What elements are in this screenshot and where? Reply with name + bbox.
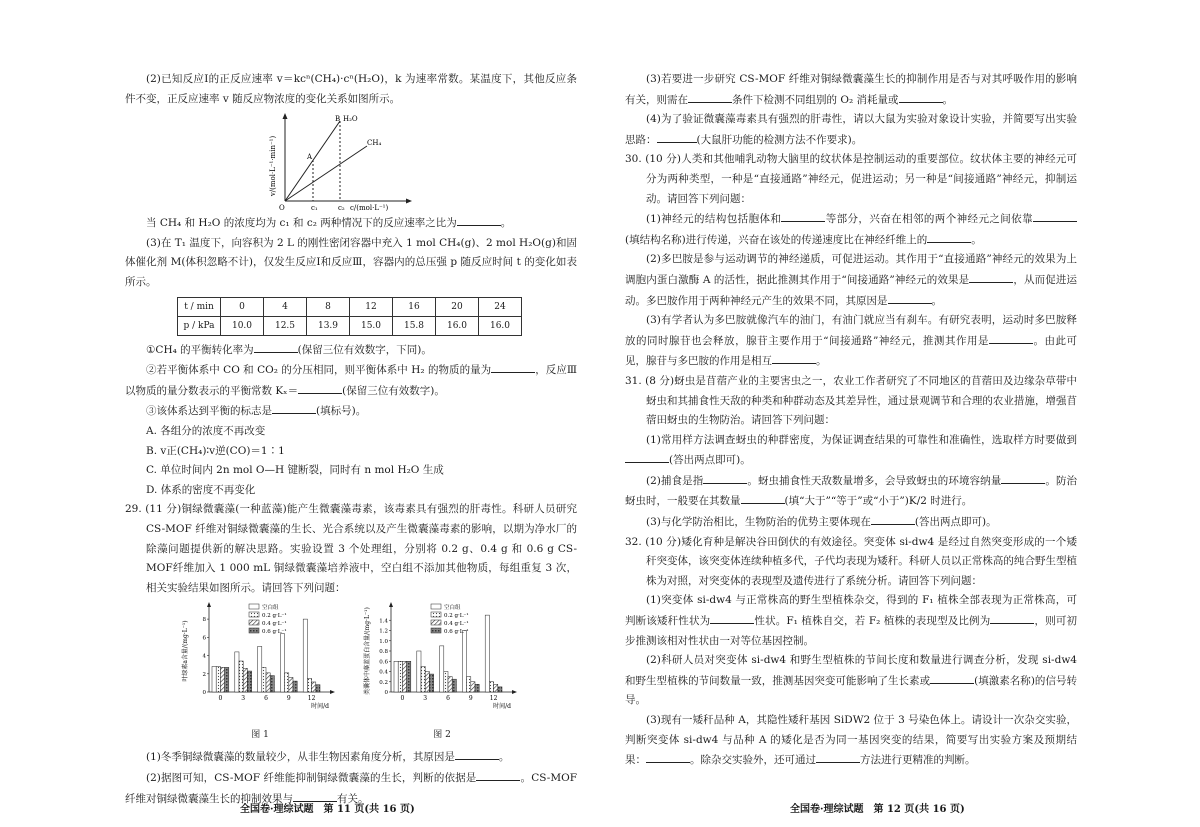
x-tick-label: 9	[468, 695, 473, 703]
answer-blank[interactable]	[969, 270, 1013, 283]
bar	[425, 672, 429, 693]
q29-sub3: (3)若要进一步研究 CS-MOF 纤维对铜绿微囊藻生长的抑制作用是否与对其呼吸作用的影响有关，则需在	[625, 73, 1077, 106]
table-cell: 15.8	[393, 316, 436, 335]
answer-blank[interactable]	[899, 90, 943, 103]
table-cell: 16.0	[479, 316, 522, 335]
table-cell: 13.9	[307, 316, 350, 335]
pressure-table	[177, 297, 522, 336]
footer-page-11: 全国卷·理综试题 第 11 页(共 16 页)	[240, 804, 415, 815]
y-axis-arrow	[389, 602, 393, 607]
svg-text:v/(mol·L⁻¹·min⁻¹): v/(mol·L⁻¹·min⁻¹)	[269, 136, 277, 197]
bar	[243, 669, 247, 693]
bar	[407, 662, 411, 693]
bar	[444, 672, 448, 693]
figure-row	[125, 600, 577, 745]
svg-text:O: O	[279, 204, 285, 212]
legend-label: 空白组	[444, 605, 461, 612]
y-tick-label: 0.2	[379, 680, 388, 687]
table-cell: 24	[479, 297, 522, 316]
q29-sub1: (1)冬季铜绿微囊藻的数量较少，从非生物因素角度分析，其原因是	[146, 751, 455, 764]
q30-sub3: (3)有学者认为多巴胺就像汽车的油门，有油门就应当有刹车。有研究表明，运动时多巴胺释放的同时腺苷也会释放，腺苷主要作用于“间接通路”神经元，推测其作用是	[625, 314, 1077, 347]
answer-blank[interactable]	[816, 750, 860, 763]
table-cell: 12.5	[264, 316, 307, 335]
y-axis-label: 类囊体中藻蓝蛋白含量/(mg·L⁻¹)	[364, 607, 371, 696]
bar	[239, 661, 243, 692]
legend-swatch	[249, 612, 259, 617]
svg-text:c₂: c₂	[338, 204, 345, 212]
question-29: 29. (11 分)铜绿微囊藻(一种蓝藻)能产生微囊藻毒素，该毒素具有强烈的肝毒性。科研人员研究 CS-MOF 纤维对铜绿微囊藻的生长、光合系统以及产生微囊藻毒素的影响，以期为净水厂的除藻问题提供新的解决思路。实验设置 3 个处理组，分别将 0.2 g、0.4 g 和 0.6 g CS-MOF纤维加入 1 000 mL 铜绿微囊藻培养液中，空白组不添加其他物质，每组重复 3 次，相关实验结果如图所示。请回答下列问题：	[125, 503, 577, 594]
y-tick-label: 8	[202, 617, 206, 624]
q2-text: (2)已知反应Ⅰ的正反应速率 v＝kcⁿ(CH₄)·cⁿ(H₂O)，k 为速率常数。某温度下，其他反应条件不变，正反应速率 v 随反应物浓度的变化关系如图所示。	[125, 73, 577, 105]
svg-text:c₁: c₁	[311, 204, 318, 212]
sub-q3: ③该体系达到平衡的标志是	[146, 405, 272, 418]
bar	[417, 651, 421, 692]
answer-blank[interactable]	[781, 209, 825, 222]
bar	[235, 652, 239, 692]
y-axis-arrow	[207, 602, 211, 607]
answer-blank[interactable]	[491, 360, 535, 373]
table-cell: 15.0	[350, 316, 393, 335]
option-c: C. 单位时间内 2n mol O—H 键断裂，同时有 n mol H₂O 生成	[146, 464, 444, 477]
x-tick-label: 9	[286, 695, 291, 703]
bar	[452, 679, 456, 692]
x-tick-label: 12	[307, 695, 316, 703]
footer-page-12: 全国卷·理综试题 第 12 页(共 16 页)	[790, 804, 965, 815]
x-axis-arrow	[330, 690, 335, 694]
answer-blank[interactable]	[457, 213, 501, 226]
x-tick-label: 3	[423, 695, 428, 703]
q30-sub2: (2)多巴胺是参与运动调节的神经递质，可促进运动。其作用于“直接通路”神经元的效果为上调胞内蛋白激酶 A 的活性，据此推测其作用于“间接通路”神经元的效果是	[625, 253, 1077, 286]
bar	[429, 674, 433, 692]
sub-q1: ①CH₄ 的平衡转化率为	[146, 343, 254, 356]
y-tick-label: 4	[202, 653, 206, 660]
y-tick-label: 0.6	[379, 659, 388, 666]
legend-label: 0.4 g·L⁻¹	[444, 621, 469, 628]
answer-blank[interactable]	[927, 230, 971, 243]
answer-blank[interactable]	[625, 450, 669, 463]
bar	[220, 668, 224, 693]
q31-sub3: (3)与化学防治相比，生物防治的优势主要体现在	[646, 516, 871, 529]
table-head-pressure: p / kPa	[178, 316, 221, 335]
bar	[270, 676, 274, 692]
q32-sub1: (1)突变体 si-dw4 与正常株高的野生型植株杂交，得到的 F₁ 植株全部表现为正常株高，可判断该矮秆性状为	[625, 594, 1077, 628]
answer-blank[interactable]	[772, 351, 816, 364]
bar	[394, 662, 398, 693]
bar	[440, 646, 444, 692]
x-tick-label: 0	[218, 695, 223, 703]
bar	[421, 667, 425, 693]
bar	[262, 668, 266, 693]
legend-label: 空白组	[262, 605, 279, 612]
legend-swatch	[431, 628, 441, 633]
bar	[498, 687, 502, 692]
legend-swatch	[249, 628, 259, 633]
bar	[247, 671, 251, 692]
q31-sub2: (2)捕食是指	[646, 474, 704, 487]
y-tick-label: 0	[202, 690, 206, 697]
answer-blank[interactable]	[1033, 209, 1077, 222]
table-cell: 16.0	[436, 316, 479, 335]
bar	[285, 673, 289, 692]
answer-blank[interactable]	[646, 750, 690, 763]
bar	[225, 668, 229, 693]
answer-blank[interactable]	[1001, 471, 1045, 484]
bar	[266, 673, 270, 692]
bar	[303, 619, 307, 692]
q29-sub2: (2)据图可知，CS-MOF 纤维能抑制铜绿微囊藻的生长，判断的依据是	[146, 772, 477, 785]
x-tick-label: 6	[446, 695, 450, 703]
bar	[489, 682, 493, 692]
rate-concentration-graph	[255, 111, 577, 213]
bar	[258, 647, 262, 693]
legend-label: 0.2 g·L⁻¹	[262, 613, 287, 620]
table-cell: 0	[221, 297, 264, 316]
svg-text:c/(mol·L⁻¹): c/(mol·L⁻¹)	[350, 204, 389, 212]
bar	[402, 662, 406, 693]
x-tick-label: 3	[241, 695, 246, 703]
option-a: A. 各组分的浓度不再改变	[146, 424, 266, 437]
svg-text:B: B	[335, 115, 341, 124]
option-b: B. v正(CH₄)∶v逆(CO)＝1∶1	[146, 444, 285, 457]
bar	[280, 634, 284, 692]
q32-sub2: (2)科研人员对突变体 si-dw4 和野生型植株的节间长度和数量进行调查分析，发现 si-dw4 和野生型植株的节间数量一致，推测基因突变可能影响了生长素或	[625, 654, 1077, 687]
sub-q2: ②若平衡体系中 CO 和 CO₂ 的分压相同，则平衡体系中 H₂ 的物质的量为	[146, 364, 492, 377]
answer-blank[interactable]	[703, 471, 747, 484]
bar	[462, 631, 466, 693]
y-axis-label: 叶绿素a含量/(mg·L⁻¹)	[182, 620, 189, 682]
q30-sub1: (1)神经元的结构包括胞体和	[646, 213, 782, 226]
x-axis-label: 时间/d	[311, 703, 329, 711]
left-page-column: (2)已知反应Ⅰ的正反应速率 v＝kcⁿ(CH₄)·cⁿ(H₂O)，k 为速率常数。某温度下，其他反应条件不变，正反应速率 v 随反应物浓度的变化关系如图所示。 v/(mol·L⁻¹·min⁻¹) O c₁ c₂ c/(mol·L⁻¹) A B H₂O CH₄ 当 CH₄ 和 H₂O 的浓度均为 c₁ 和 c₂ 两种情况下的反应速率之比为 。 (3)在 T₁ 温度下，向容积为 2 L 的刚性密闭容器中充入 1 mol CH₄(g)、2 mol H₂O(g)和固体催化剂 M(体积忽略不计)，仅发生反应Ⅰ和反应Ⅲ，容器内的总压强 p 随反应时间 t 的变化如表所示。 t / min 0 4 8 12 16 20 24 p / kPa 10.0 12.5 13.9 15.0 15.8 16.0 16.0 ①CH₄ 的平衡转化率为 (保留三位有效数字，下同)。 ②若平衡体系中 CO 和 CO₂ 的分压相同，则平衡体系中 H₂ 的物质的量为 ，反应Ⅲ以物质的量分数表示的平衡常数 Kₓ＝ (保留三位有效数字)。 ③该体系达到平衡的标志是 (填标号)。 A. 各组分的浓度不再改变 B. v正(CH₄)∶v逆(CO)＝1∶1 C. 单位时间内 2n mol O—H 键断裂，同时有 n mol H₂O 生成 D. 体系的密度不再变化 29. (11 分)铜绿微囊藻(一种蓝藻)能产生微囊藻毒素，该毒素具有强烈的肝毒性。科研人员研究 CS-MOF 纤维对铜绿微囊藻的生长、光合系统以及产生微囊藻毒素的影响，以期为净水厂的除藻问题提供新的解决思路。实验设置 3 个处理组，分别将 0.2 g、0.4 g 和 0.6 g CS-MOF纤维加入 1 000 mL 铜绿微囊藻培养液中，空白组不添加其他物质，每组重复 3 次，相关实验结果如图所示。请回答下列问题： 0 2 4 6 8 叶绿素a含量/(mg·L⁻¹) 0 3 6 9 12 时间/d 空白组 0.2 g·L⁻¹ 0.4 g·L⁻¹ 0.6 g·L⁻¹ 图 1 0 0.2 0.4 0.6 0.8 1.0 1.2 1.4 类囊体中藻蓝蛋白含量/(mg·L⁻¹) 0 3 6 9 12 时间/d 空白组 0.2 g·L⁻¹ 0.4 g·L⁻¹ 0.6 g·L⁻¹ 图 2 (1)冬季铜绿微囊藻的数量较少，从非生物因素角度分析，其原因是 。 (2)据图可知，CS-MOF 纤维能抑制铜绿微囊藻的生长，判断的依据是 。CS-MOF 纤维对铜绿微囊藻生长的抑制效果与 有关。	[125, 70, 577, 809]
question-30: 30. (10 分)人类和其他哺乳动物大脑里的纹状体是控制运动的重要部位。纹状体主要的神经元可分为两种类型，一种是“直接通路”神经元，促进运动；另一种是“间接通路”神经元，抑制运动。请回答下列问题：	[625, 153, 1077, 205]
right-page-column: (3)若要进一步研究 CS-MOF 纤维对铜绿微囊藻生长的抑制作用是否与对其呼吸作用的影响有关，则需在 条件下检测不同组别的 O₂ 消耗量或 。 (4)为了验证微囊藻毒素具有强烈的肝毒性，请以大鼠为实验对象设计实验，并简要写出实验思路： (大鼠肝功能的检测方法不作要求)。 30. (10 分)人类和其他哺乳动物大脑里的纹状体是控制运动的重要部位。纹状体主要的神经元可分为两种类型，一种是“直接通路”神经元，促进运动；另一种是“间接通路”神经元，抑制运动。请回答下列问题： (1)神经元的结构包括胞体和 等部分，兴奋在相邻的两个神经元之间依靠(填结构名称)进行传递，兴奋在该处的传递速度比在神经纤维上的 。 (2)多巴胺是参与运动调节的神经递质，可促进运动。其作用于“直接通路”神经元的效果为上调胞内蛋白激酶 A 的活性，据此推测其作用于“间接通路”神经元的效果是 ，从而促进运动。多巴胺作用于两种神经元产生的效果不同，其原因是 。 (3)有学者认为多巴胺就像汽车的油门，有油门就应当有刹车。有研究表明，运动时多巴胺释放的同时腺苷也会释放，腺苷主要作用于“间接通路”神经元，推测其作用是 。由此可见，腺苷与多巴胺的作用是相互 。 31. (8 分)蚜虫是苜蓿产业的主要害虫之一，农业工作者研究了不同地区的苜蓿田及边缘杂草带中蚜虫和其捕食性天敌的种类和种群动态及其差异性，通过景观调节和合理的农业措施，增强苜蓿田蚜虫的生物防治。请回答下列问题： (1)常用样方法调查蚜虫的种群密度，为保证调查结果的可靠性和准确性，选取样方时要做到(答出两点即可)。 (2)捕食是指 。蚜虫捕食性天敌数量增多，会导致蚜虫的环境容纳量 。防治蚜虫时，一般要在其数量 (填“大于”“等于”或“小于”)K/2 时进行。 (3)与化学防治相比，生物防治的优势主要体现在 (答出两点即可)。 32. (10 分)矮化育种是解决谷田倒伏的有效途径。突变体 si-dw4 是经过自然突变形成的一个矮秆突变体，该突变体连续种植多代，子代均表现为矮秆。科研人员以正常株高的纯合野生型植株为对照，对突变体的表现型及遗传进行了系统分析。请回答下列问题： (1)突变体 si-dw4 与正常株高的野生型植株杂交，得到的 F₁ 植株全部表现为正常株高，可判断该矮秆性状为 性状。F₁ 植株自交，若 F₂ 植株的表现型及比例为 ，则可初步推测该相对性状由一对等位基因控制。 (2)科研人员对突变体 si-dw4 和野生型植株的节间长度和数量进行调查分析，发现 si-dw4 和野生型植株的节间数量一致，推测基因突变可能影响了生长素或 (填激素名称)的信号转导。 (3)现有一矮秆品种 A，其隐性矮秆基因 SiDW2 位于 3 号染色体上。请设计一次杂交实验，判断突变体 si-dw4 与品种 A 的矮化是否为同一基因突变的结果，简要写出实验方案及预期结果： 。除杂交实验外，还可通过 方法进行更精准的判断。	[625, 73, 1078, 767]
bar	[312, 682, 316, 692]
answer-blank[interactable]	[272, 401, 316, 414]
x-tick-label: 0	[400, 695, 405, 703]
answer-blank[interactable]	[741, 491, 785, 504]
table-cell: 12	[350, 297, 393, 316]
bar	[448, 677, 452, 692]
figure-1-caption: 图 1	[251, 729, 269, 740]
answer-blank[interactable]	[888, 291, 932, 304]
table-cell: 16	[393, 297, 436, 316]
y-tick-label: 1.2	[379, 628, 388, 635]
legend-swatch	[249, 604, 259, 609]
chart-phycocyanin	[357, 600, 527, 718]
bar	[494, 685, 498, 693]
legend-swatch	[431, 612, 441, 617]
answer-blank[interactable]	[298, 381, 342, 394]
x-axis-label: 时间/d	[493, 703, 511, 711]
table-head-time: t / min	[178, 297, 221, 316]
y-tick-label: 0.8	[379, 649, 388, 656]
q29-sub4: (4)为了验证微囊藻毒素具有强烈的肝毒性，请以大鼠为实验对象设计实验，并简要写出实验思路：	[625, 113, 1077, 146]
y-tick-label: 1.4	[379, 618, 388, 625]
option-d: D. 体系的密度不再变化	[146, 483, 256, 496]
bar	[307, 679, 311, 693]
svg-text:H₂O: H₂O	[343, 115, 358, 124]
x-axis-arrow	[512, 690, 517, 694]
y-tick-label: 0	[384, 690, 388, 697]
y-tick-label: 1.0	[379, 639, 388, 646]
y-tick-label: 2	[202, 672, 206, 679]
q3-text: (3)在 T₁ 温度下，向容积为 2 L 的刚性密闭容器中充入 1 mol CH₄(g)、2 mol H₂O(g)和固体催化剂 M(体积忽略不计)，仅发生反应Ⅰ和反应Ⅲ，容器内的总压强 p 随反应时间 t 的变化如表所示。	[125, 236, 577, 288]
table-cell: 8	[307, 297, 350, 316]
q31-sub1: (1)常用样方法调查蚜虫的种群密度，为保证调查结果的可靠性和准确性，选取样方时要做到	[646, 433, 1077, 446]
x-tick-label: 12	[489, 695, 498, 703]
legend-label: 0.6 g·L⁻¹	[444, 629, 469, 636]
bar	[216, 667, 220, 693]
answer-blank[interactable]	[476, 768, 520, 781]
x-tick-label: 6	[264, 695, 268, 703]
q32-sub3: (3)现有一矮秆品种 A，其隐性矮秆基因 SiDW2 位于 3 号染色体上。请设计一次杂交实验，判断突变体 si-dw4 与品种 A 的矮化是否为同一基因突变的结果，简要写出实验方案及预期结果：	[625, 714, 1077, 767]
answer-blank[interactable]	[657, 130, 697, 143]
table-cell: 10.0	[221, 316, 264, 335]
answer-blank[interactable]	[710, 611, 754, 624]
svg-text:CH₄: CH₄	[367, 139, 382, 148]
bar	[475, 685, 479, 693]
legend-swatch	[249, 620, 259, 625]
bar	[316, 685, 320, 692]
y-tick-label: 0.4	[379, 669, 388, 676]
y-tick-label: 6	[202, 635, 206, 642]
legend-label: 0.4 g·L⁻¹	[262, 621, 287, 628]
figure-2-caption: 图 2	[433, 729, 451, 740]
answer-blank[interactable]	[254, 340, 298, 353]
bar	[212, 667, 216, 693]
table-cell: 20	[436, 297, 479, 316]
bar	[467, 677, 471, 692]
bar	[289, 678, 293, 693]
bar	[293, 681, 297, 692]
bar	[471, 682, 475, 692]
legend-label: 0.6 g·L⁻¹	[262, 629, 287, 636]
legend-label: 0.2 g·L⁻¹	[444, 613, 469, 620]
chart-chlorophyll	[175, 600, 345, 718]
legend-swatch	[431, 604, 441, 609]
answer-blank[interactable]	[990, 611, 1034, 624]
table-cell: 4	[264, 297, 307, 316]
legend-swatch	[431, 620, 441, 625]
bar	[485, 615, 489, 692]
ch4-line	[285, 146, 367, 201]
bar	[398, 662, 402, 693]
answer-blank[interactable]	[688, 90, 732, 103]
svg-text:A: A	[307, 153, 313, 162]
question-32: 32. (10 分)矮化育种是解决谷田倒伏的有效途径。突变体 si-dw4 是经过自然突变形成的一个矮秆突变体，该突变体连续种植多代，子代均表现为矮秆。科研人员以正常株高的纯合野生型植株为对照，对突变体的表现型及遗传进行了系统分析。请回答下列问题：	[625, 535, 1077, 587]
answer-blank[interactable]	[455, 747, 499, 760]
answer-blank[interactable]	[871, 512, 915, 525]
answer-blank[interactable]	[930, 671, 974, 684]
q2-ratio-text: 当 CH₄ 和 H₂O 的浓度均为 c₁ 和 c₂ 两种情况下的反应速率之比为	[146, 217, 457, 230]
question-31: 31. (8 分)蚜虫是苜蓿产业的主要害虫之一，农业工作者研究了不同地区的苜蓿田及边缘杂草带中蚜虫和其捕食性天敌的种类和种群动态及其差异性，通过景观调节和合理的农业措施，增强苜蓿田蚜虫的生物防治。请回答下列问题：	[625, 374, 1077, 427]
answer-blank[interactable]	[989, 331, 1033, 344]
